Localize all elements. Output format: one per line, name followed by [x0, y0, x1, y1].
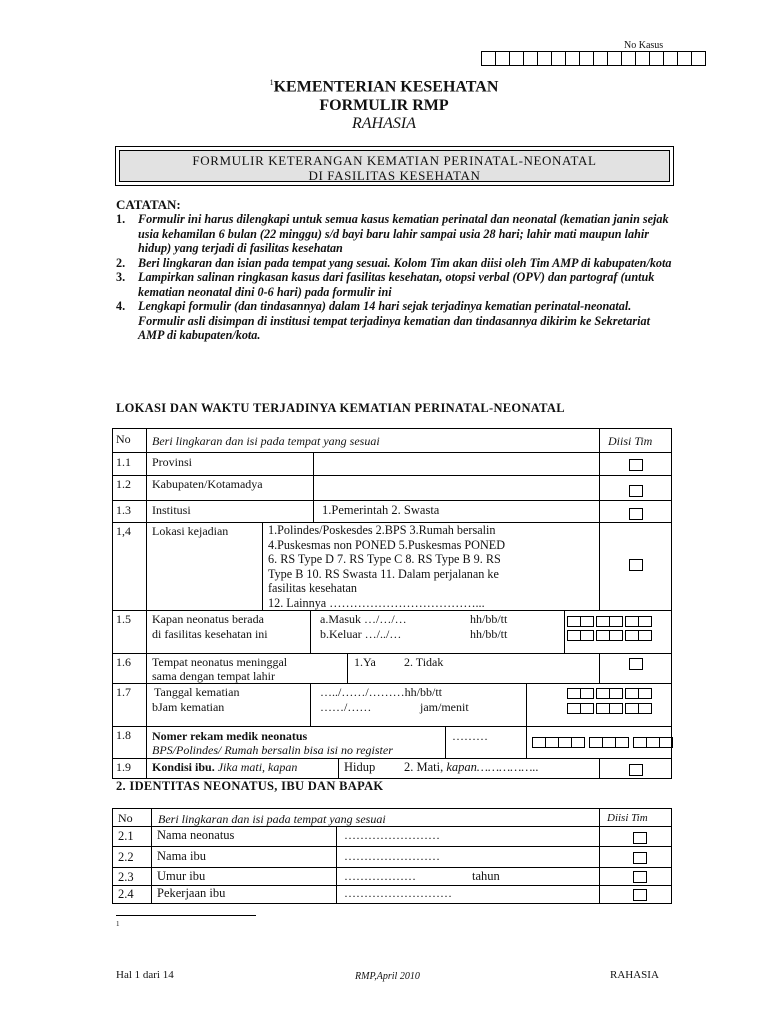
- col-desc-header: Beri lingkaran dan isi pada tempat yang sesuai: [152, 434, 380, 448]
- medical-record-boxes[interactable]: [533, 737, 673, 748]
- admission-out-format: hh/bb/tt: [470, 627, 508, 641]
- death-time-label: bJam kematian: [152, 700, 225, 714]
- row-no: 1.2: [116, 477, 131, 491]
- location-label: Lokasi kejadian: [152, 524, 229, 538]
- row-no: 2.4: [118, 887, 134, 901]
- admission-in: a.Masuk …/…/…: [320, 612, 407, 626]
- admission-label1: Kapan neonatus berada: [152, 612, 264, 626]
- col-tim-header: Diisi Tim: [607, 812, 648, 824]
- death-place-no: 2. Tidak: [404, 655, 444, 669]
- death-time-format: jam/menit: [420, 700, 469, 714]
- row-no: 1.7: [116, 685, 131, 699]
- mother-dead: 2. Mati, kapan……………..: [404, 760, 539, 774]
- no-kasus-label: No Kasus: [624, 40, 664, 51]
- mother-age-unit: tahun: [472, 869, 500, 883]
- admission-out-boxes[interactable]: [568, 630, 652, 641]
- row-no: 2.1: [118, 829, 134, 843]
- row-no: 1.5: [116, 612, 131, 626]
- admission-in-boxes[interactable]: [568, 616, 652, 627]
- form-code-title: FORMULIR RMP: [319, 97, 449, 114]
- death-date-value: …../……/………hh/bb/tt: [320, 685, 443, 699]
- medical-record-hint: BPS/Polindes/ Rumah bersalin bisa isi no register: [152, 743, 393, 757]
- footnote-divider: [116, 915, 256, 916]
- province-label: Provinsi: [152, 455, 193, 469]
- institution-label: Institusi: [152, 503, 191, 517]
- tim-checkbox[interactable]: [629, 459, 643, 471]
- footnote: 1: [116, 920, 120, 928]
- institution-options: 1.Pemerintah 2. Swasta: [322, 503, 440, 517]
- col-no-header: No: [116, 432, 131, 446]
- note-item: 3. Lampirkan salinan ringkasan kasus dari fasilitas kesehatan, otopsi verbal (OPV) dan partograf (untuk kematian neonatal dini 0-6 hari) pada formulir ini: [116, 270, 655, 299]
- admission-out: b.Keluar …/../…: [320, 627, 402, 641]
- form-title-line2: DI FASILITAS KESEHATAN: [308, 168, 481, 183]
- form-title-line1: FORMULIR KETERANGAN KEMATIAN PERINATAL-NEONATAL: [192, 153, 597, 168]
- col-no-header: No: [118, 811, 133, 825]
- row-no: 1.9: [116, 760, 131, 774]
- medical-record-label: Nomer rekam medik neonatus: [152, 729, 308, 743]
- tim-checkbox[interactable]: [633, 889, 647, 901]
- neonate-name-value: ……………………: [344, 828, 440, 842]
- death-place-label1: Tempat neonatus meninggal: [152, 655, 288, 669]
- tim-checkbox[interactable]: [633, 852, 647, 864]
- tim-checkbox[interactable]: [629, 508, 643, 520]
- admission-in-format: hh/bb/tt: [470, 612, 508, 626]
- death-time-value: ……/……: [320, 700, 372, 714]
- mother-age-label: Umur ibu: [157, 869, 206, 883]
- district-label: Kabupaten/Kotamadya: [152, 477, 263, 491]
- col-desc-header: Beri lingkaran dan isi pada tempat yang sesuai: [158, 812, 386, 826]
- mother-name-value: ……………………: [344, 849, 440, 863]
- row-no: 2.2: [118, 850, 134, 864]
- confidential-title: RAHASIA: [352, 115, 416, 132]
- death-date-label: Tanggal kematian: [154, 685, 240, 699]
- note-item: 2. Beri lingkaran dan isian pada tempat yang sesuai. Kolom Tim akan diisi oleh Tim AMP di kabupaten/kota: [116, 255, 672, 270]
- mother-age-value: ………………: [344, 869, 416, 883]
- location-options: 1.Polindes/Poskesdes 2.BPS 3.Rumah bersalin 4.Puskesmas non PONED 5.Puskesmas PONED 6. RS Type D 7. RS Type C 8. RS Type B 9. RS Type B 10. RS Swasta 11. Dalam perjalanan ke fasilitas kesehatan 12. Lainnya ………………………………...: [268, 523, 505, 610]
- ministry-title: $^1$KEMENTERIAN KESEHATAN: [269, 78, 499, 96]
- no-kasus-input-boxes[interactable]: [482, 51, 706, 66]
- mother-name-label: Nama ibu: [157, 849, 206, 863]
- tim-checkbox[interactable]: [629, 764, 643, 776]
- tim-checkbox[interactable]: [629, 658, 643, 670]
- medical-record-value: ………: [452, 729, 488, 743]
- neonate-name-label: Nama neonatus: [157, 828, 235, 842]
- mother-job-label: Pekerjaan ibu: [157, 886, 226, 900]
- page-number: Hal 1 dari 14: [116, 969, 174, 981]
- section1-title: LOKASI DAN WAKTU TERJADINYA KEMATIAN PERINATAL-NEONATAL: [116, 401, 565, 415]
- row-no: 1.1: [116, 455, 131, 469]
- form-title-box: [115, 146, 674, 186]
- footer-confidential: RAHASIA: [610, 969, 659, 981]
- col-tim-header: Diisi Tim: [608, 434, 653, 448]
- tim-checkbox[interactable]: [633, 832, 647, 844]
- note-item: 1. Formulir ini harus dilengkapi untuk semua kasus kematian perinatal dan neonatal (kematian janin sejak usia kehamilan 6 bulan (22 minggu) s/d bayi baru lahir sampai usia 28 hari; lahir mati maupun lahir hidup) yang terjadi di fasilitas kesehatan: [116, 212, 669, 255]
- death-place-label2: sama dengan tempat lahir: [152, 669, 275, 683]
- row-no: 1.6: [116, 655, 131, 669]
- death-time-boxes[interactable]: [568, 703, 652, 714]
- death-place-yes: 1.Ya: [354, 655, 376, 669]
- tim-checkbox[interactable]: [629, 559, 643, 571]
- row-no: 2.3: [118, 870, 134, 884]
- note-item: 4. Lengkapi formulir (dan tindasannya) dalam 14 hari sejak terjadinya kematian perinatal-neonatal. Formulir asli disimpan di institusi tempat terjadinya kematian dan tindasannya dikirim ke Sekretariat AMP di kabupaten/kota.: [116, 299, 650, 342]
- mother-job-value: ………………………: [344, 886, 452, 900]
- section2-title: 2. IDENTITAS NEONATUS, IBU DAN BAPAK: [116, 779, 384, 793]
- footer-version: RMP,April 2010: [355, 971, 420, 982]
- death-date-boxes[interactable]: [568, 688, 652, 699]
- admission-label2: di fasilitas kesehatan ini: [152, 627, 268, 641]
- row-no: 1.3: [116, 503, 131, 517]
- row-no: 1.8: [116, 728, 131, 742]
- mother-alive: Hidup: [344, 760, 376, 774]
- notes-list: [116, 212, 676, 343]
- notes-title: CATATAN:: [116, 197, 181, 212]
- mother-condition-label: Kondisi ibu. Jika mati, kapan: [152, 760, 298, 774]
- tim-checkbox[interactable]: [629, 485, 643, 497]
- footnote-mark: 1: [269, 78, 274, 87]
- row-no: 1,4: [116, 524, 131, 538]
- tim-checkbox[interactable]: [633, 871, 647, 883]
